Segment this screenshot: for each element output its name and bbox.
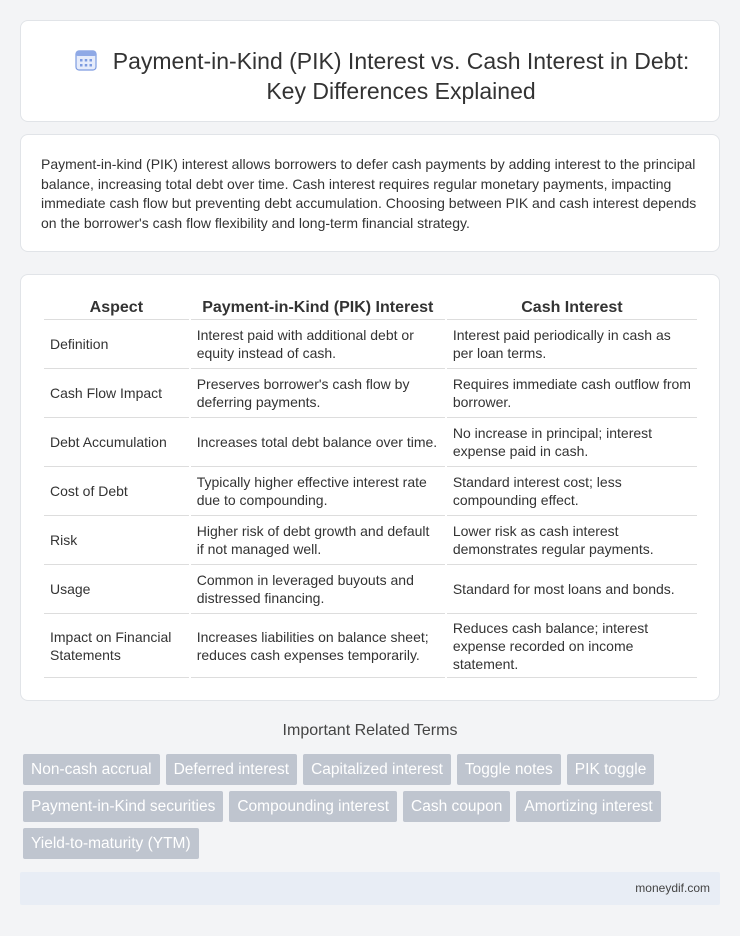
page-title bbox=[91, 46, 711, 106]
header-aspect: Aspect bbox=[44, 296, 189, 320]
table-row bbox=[44, 418, 697, 467]
page-title-line-1: Payment-in-Kind (PIK) Interest vs. Cash Interest in Debt: bbox=[112, 48, 690, 74]
cell-aspect: Impact on Financial Statements bbox=[44, 614, 189, 678]
cell-aspect: Definition bbox=[44, 320, 189, 369]
cell-aspect: Debt Accumulation bbox=[44, 418, 189, 467]
related-term-tag[interactable]: Amortizing interest bbox=[516, 791, 660, 822]
related-term-tag[interactable]: PIK toggle bbox=[567, 754, 655, 785]
table-row bbox=[44, 467, 697, 516]
table-row bbox=[44, 565, 697, 614]
cell-pik: Interest paid with additional debt or equity instead of cash. bbox=[191, 320, 445, 369]
intro-paragraph: Payment-in-kind (PIK) interest allows borrowers to defer cash payments by adding interest to the principal balance, increasing total debt over time. Cash interest requires regular monetary payments, impacting immediate cash flow but preventing debt accumulation. Choosing between PIK and cash interest depends on the borrower's cash flow flexibility and long-term financial strategy. bbox=[41, 156, 697, 231]
cell-cash: Standard for most loans and bonds. bbox=[447, 565, 697, 614]
cell-aspect: Cost of Debt bbox=[44, 467, 189, 516]
comparison-table bbox=[42, 296, 699, 678]
cell-pik: Increases liabilities on balance sheet; reduces cash expenses temporarily. bbox=[191, 614, 445, 678]
page-title-line-2: Key Differences Explained bbox=[266, 78, 536, 104]
cell-cash: Lower risk as cash interest demonstrates regular payments. bbox=[447, 516, 697, 565]
footer bbox=[20, 872, 720, 905]
table-row bbox=[44, 369, 697, 418]
related-term-tag[interactable]: Deferred interest bbox=[166, 754, 297, 785]
cell-pik: Higher risk of debt growth and default if not managed well. bbox=[191, 516, 445, 565]
cell-cash: No increase in principal; interest expense paid in cash. bbox=[447, 418, 697, 467]
table-row bbox=[44, 614, 697, 678]
comparison-table-card bbox=[20, 274, 720, 701]
cell-aspect: Cash Flow Impact bbox=[44, 369, 189, 418]
cell-cash: Standard interest cost; less compounding effect. bbox=[447, 467, 697, 516]
related-terms-list bbox=[23, 754, 703, 859]
footer-site-link[interactable]: moneydif.com bbox=[635, 881, 710, 895]
cell-cash: Interest paid periodically in cash as per loan terms. bbox=[447, 320, 697, 369]
intro-card bbox=[20, 134, 720, 252]
related-term-tag[interactable]: Yield-to-maturity (YTM) bbox=[23, 828, 199, 859]
related-term-tag[interactable]: Non-cash accrual bbox=[23, 754, 160, 785]
related-term-tag[interactable]: Capitalized interest bbox=[303, 754, 451, 785]
related-term-tag[interactable]: Cash coupon bbox=[403, 791, 510, 822]
related-terms-title: Important Related Terms bbox=[282, 722, 458, 739]
table-row bbox=[44, 320, 697, 369]
cell-cash: Requires immediate cash outflow from borrower. bbox=[447, 369, 697, 418]
cell-pik: Increases total debt balance over time. bbox=[191, 418, 445, 467]
cell-pik: Common in leveraged buyouts and distressed financing. bbox=[191, 565, 445, 614]
cell-pik: Preserves borrower's cash flow by deferring payments. bbox=[191, 369, 445, 418]
cell-cash: Reduces cash balance; interest expense recorded on income statement. bbox=[447, 614, 697, 678]
table-row bbox=[44, 516, 697, 565]
related-term-tag[interactable]: Payment-in-Kind securities bbox=[23, 791, 223, 822]
related-term-tag[interactable]: Compounding interest bbox=[229, 791, 397, 822]
cell-aspect: Usage bbox=[44, 565, 189, 614]
table-header-row bbox=[44, 296, 697, 320]
cell-aspect: Risk bbox=[44, 516, 189, 565]
cell-pik: Typically higher effective interest rate due to compounding. bbox=[191, 467, 445, 516]
related-term-tag[interactable]: Toggle notes bbox=[457, 754, 561, 785]
title-card bbox=[20, 20, 720, 122]
header-cash: Cash Interest bbox=[447, 296, 697, 320]
header-pik: Payment-in-Kind (PIK) Interest bbox=[191, 296, 445, 320]
